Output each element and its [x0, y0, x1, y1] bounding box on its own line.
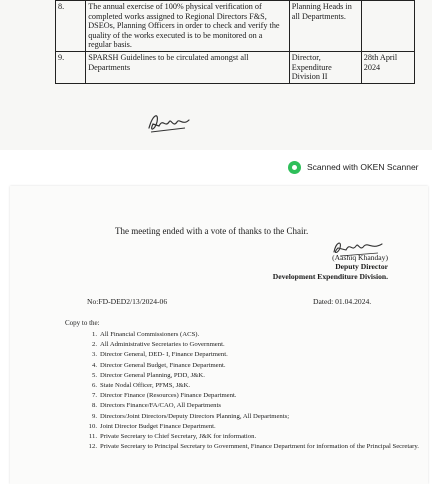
scanner-label: Scanned with OKEN Scanner	[307, 162, 419, 172]
row-date	[361, 1, 414, 52]
signer-division: Development Expenditure Division.	[272, 271, 388, 281]
signer-title: Deputy Director	[335, 262, 388, 272]
row-responsible: Director, Expenditure Division II	[289, 51, 361, 83]
scanner-logo-icon	[288, 161, 301, 174]
row-responsible: Planning Heads in all Departments.	[289, 1, 361, 52]
list-item: 9. Directors/Joint Directors/Deputy Directors Planning, All Departments;	[91, 412, 290, 420]
signer-name: (Aashiq Khanday)	[332, 253, 388, 262]
list-item: 7. Director Finance (Resources) Finance Department.	[91, 392, 237, 400]
row-number: 8.	[56, 1, 86, 52]
list-item: 11. Private Secretary to Chief Secretary, J&K for information.	[88, 433, 257, 441]
action-points-table	[55, 0, 415, 84]
reference-number: No:FD-DED2/13/2024-06	[87, 297, 168, 306]
list-item: 2. All Administrative Secretaries to Government.	[91, 341, 225, 349]
row-description: SPARSH Guidelines to be circulated amongst all Departments	[86, 51, 290, 83]
list-item: 6. State Nodal Officer, PFMS, J&K.	[91, 382, 191, 390]
row-number: 9.	[56, 51, 86, 83]
closing-line: The meeting ended with a vote of thanks to the Chair.	[115, 226, 309, 236]
row-date: 28th April 2024	[361, 51, 414, 83]
handwritten-signature	[145, 108, 195, 136]
signer-block	[273, 253, 388, 281]
list-item: 1. All Financial Commissioners (ACS).	[91, 331, 200, 338]
list-item: 8. Directors Finance/FA/CAO, All Departments	[91, 402, 221, 410]
minutes-page	[10, 186, 428, 484]
list-item: 4. Director General Budget, Finance Department.	[91, 361, 226, 369]
row-description: The annual exercise of 100% physical verification of completed works assigned to Regional Directors F&S, DSEOs, Planning Officers in order to check and verify the quality of the works executed is to be monitored on a regular basis.	[86, 1, 290, 52]
previous-page-fragment	[0, 0, 432, 150]
list-item: 10. Joint Director Budget Finance Department.	[88, 422, 216, 430]
scanner-watermark	[288, 160, 419, 174]
copy-to-list	[85, 330, 425, 452]
document-date: Dated: 01.04.2024.	[313, 297, 372, 306]
table-row	[56, 51, 415, 83]
list-item: 5. Director General Planning, PDD, J&K.	[91, 371, 205, 379]
table-row	[56, 1, 415, 52]
copy-to-label: Copy to the:	[65, 319, 100, 327]
list-item: 12. Private Secretary to Principal Secretary to Government, Finance Department for information of the Principal Secretary.	[88, 443, 419, 451]
list-item: 3. Director General, DED- I, Finance Department.	[91, 351, 228, 359]
